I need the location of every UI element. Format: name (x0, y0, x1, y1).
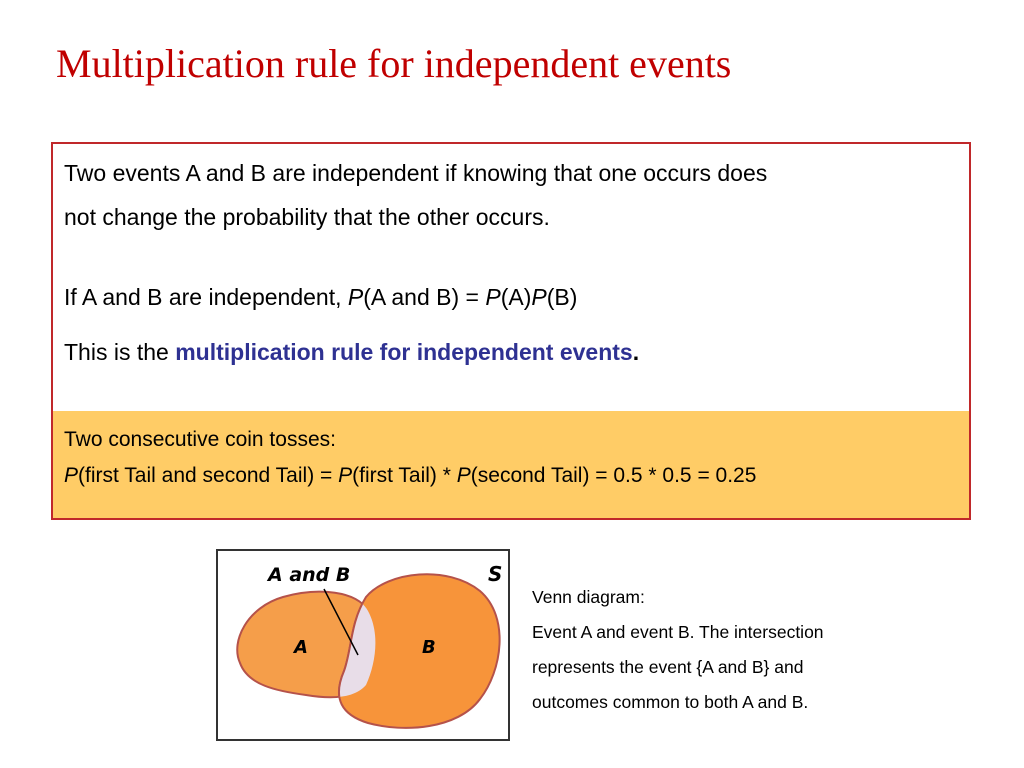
example-line-1: Two consecutive coin tosses: (64, 428, 336, 451)
caption-line-3: represents the event {A and B} and (532, 657, 804, 677)
rule-name-emphasis: multiplication rule for independent events (175, 339, 633, 365)
slide-title: Multiplication rule for independent events (56, 41, 732, 86)
rule-name-prefix: This is the (64, 339, 176, 365)
event-b-label: B (422, 637, 436, 658)
independence-rule (64, 284, 577, 311)
venn-diagram-svg (218, 551, 508, 739)
example-part: (second Tail) = 0.5 * 0.5 = 0.25 (470, 464, 757, 487)
venn-caption (532, 580, 952, 720)
example-formula (64, 464, 756, 488)
definition-line-1: Two events A and B are independent if knowing that one occurs does (64, 160, 768, 186)
example-p-symbol: P (338, 464, 353, 487)
example-part: (first Tail and second Tail) = (78, 464, 339, 487)
caption-line-1: Venn diagram: (532, 587, 645, 607)
rule-part: (A) (500, 284, 532, 310)
rule-p-symbol: P (347, 284, 364, 310)
rule-p-symbol: P (485, 284, 501, 310)
caption-line-2: Event A and event B. The intersection (532, 622, 824, 642)
example-p-symbol: P (64, 464, 79, 487)
rule-p-symbol: P (531, 284, 547, 310)
rule-name-suffix: . (632, 339, 640, 365)
rule-part: (B) (546, 284, 578, 310)
rule-part: (A and B) = (363, 284, 486, 310)
sample-space-label: S (488, 562, 503, 586)
definition-box (51, 142, 971, 520)
event-a-label: A (294, 637, 308, 658)
rule-prefix: If A and B are independent, (64, 284, 348, 310)
caption-line-4: outcomes common to both A and B. (532, 692, 809, 712)
rule-name-line (64, 339, 639, 366)
venn-diagram (216, 549, 510, 741)
example-p-symbol: P (456, 464, 471, 487)
example-part: (first Tail) * (352, 464, 457, 487)
intersection-label: A and B (268, 564, 351, 586)
definition-line-2: not change the probability that the other occurs. (64, 204, 550, 230)
example-panel (53, 411, 969, 518)
